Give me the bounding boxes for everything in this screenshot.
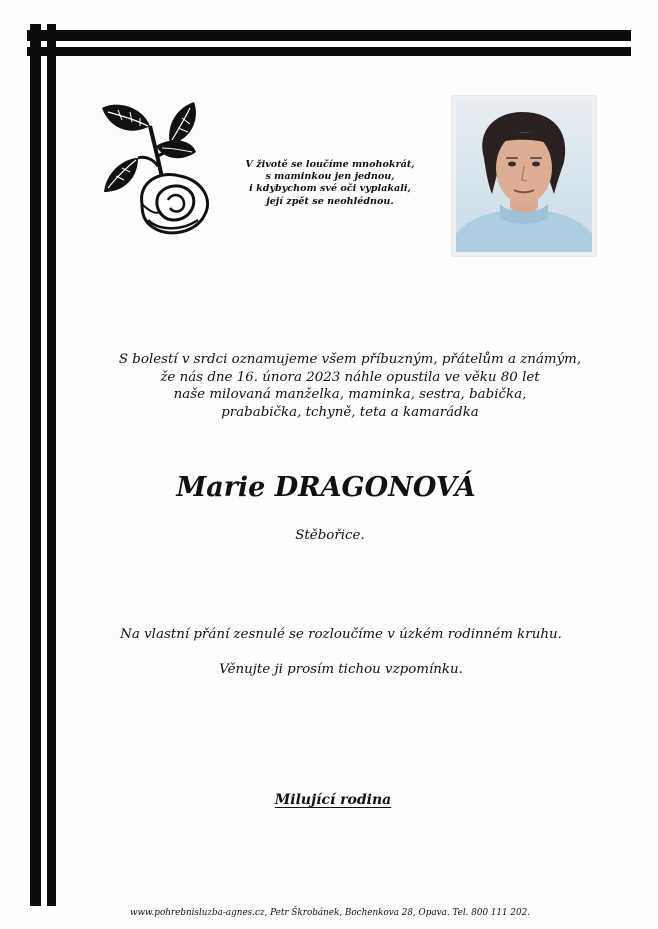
signature-text: Milující rodina [274, 792, 392, 808]
verse [232, 159, 428, 208]
signature [70, 789, 602, 808]
rose-icon [98, 96, 218, 241]
announcement-line: prababička, tchyně, teta a kamarádka [221, 404, 479, 420]
ceremony-wish: Na vlastní přání zesnulé se rozloučíme v úzkém rodinném kruhu. [120, 627, 562, 642]
frame-left-outer-line [30, 24, 41, 906]
ceremony-request: Věnujte ji prosím tichou vzpomínku. [219, 662, 463, 677]
verse-line: její zpět se neohlédnou. [266, 195, 394, 207]
frame-left-inner-line [47, 24, 56, 906]
announcement-line: že nás dne 16. února 2023 náhle opustila ve věku 80 let [160, 369, 540, 385]
verse-line: i kdybychom své oči vyplakali, [249, 183, 411, 195]
verse-line: V životě se loučíme mnohokrát, [245, 159, 415, 170]
deceased-name: Marie DRAGONOVÁ [176, 472, 476, 503]
announcement-line: S bolestí v srdci oznamujeme všem příbuzným, přátelům a známým, [118, 352, 582, 367]
frame-top-inner-line [27, 47, 631, 56]
footer-contact: www.pohrebnisluzba-agnes.cz, Petr Škrobánek, Bochenkova 28, Opava. Tel. 800 111 202. [129, 908, 531, 918]
frame-top-outer-line [27, 30, 631, 41]
portrait-frame [452, 96, 596, 256]
announcement-line: naše milovaná manželka, maminka, sestra, babička, [173, 387, 527, 402]
verse-line: s maminkou jen jednou, [265, 171, 395, 183]
deceased-place: Stěbořice. [295, 528, 365, 543]
announcement [70, 351, 630, 421]
portrait-photo [456, 100, 592, 252]
